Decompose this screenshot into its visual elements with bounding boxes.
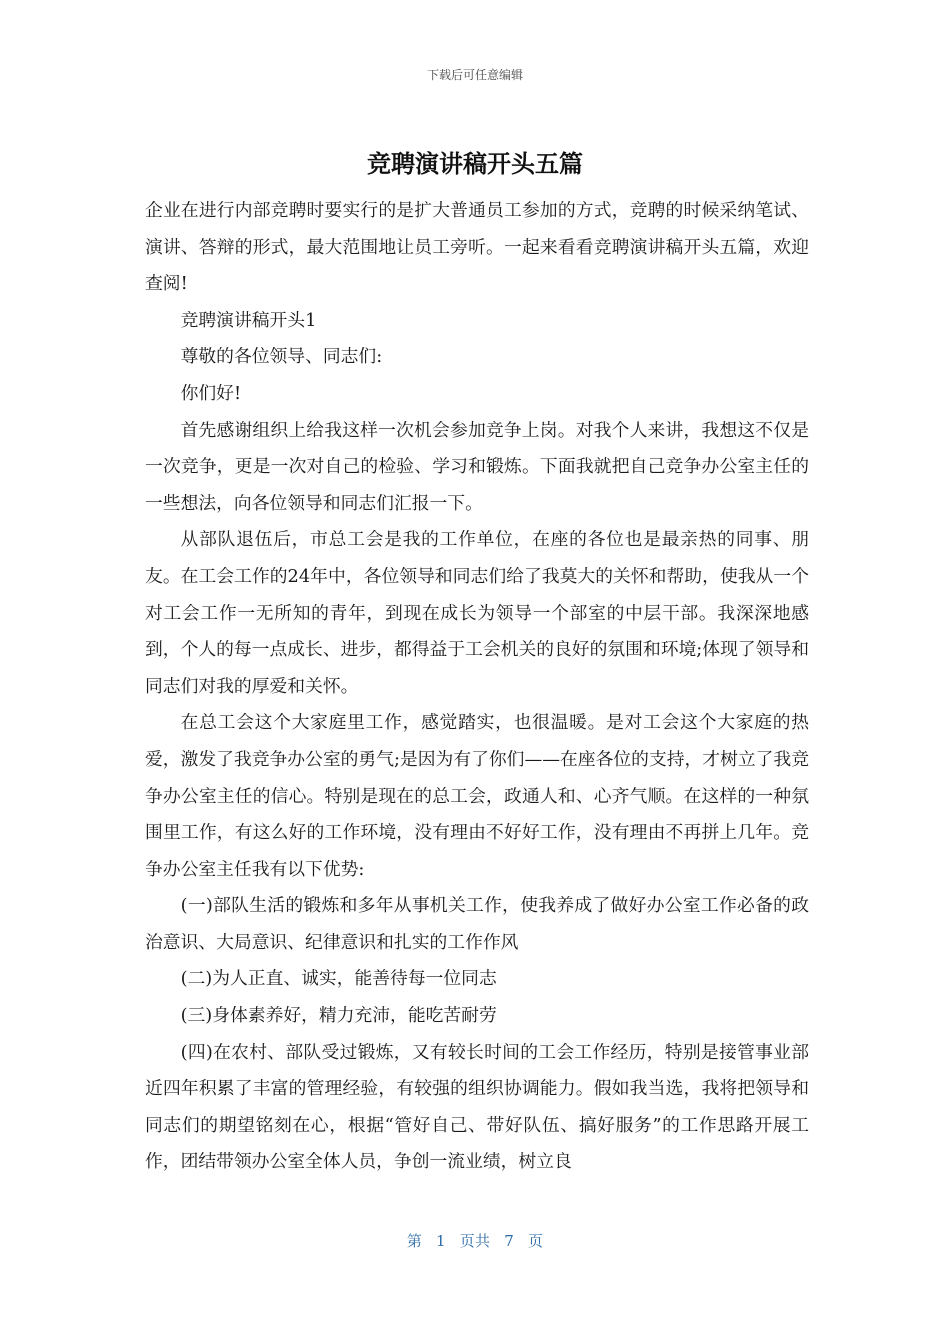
section-heading: 竞聘演讲稿开头1 xyxy=(180,309,317,331)
document-title: 竞聘演讲稿开头五篇 xyxy=(367,150,583,178)
intro-paragraph: 企业在进行内部竞聘时要实行的是扩大普通员工参加的方式，竞聘的时候采纳笔试、演讲、答辩的形式，最大范围地让员工旁听。一起来看看竞聘演讲稿开头五篇，欢迎查阅! xyxy=(145,200,809,295)
advantage-item: (三)身体素养好，精力充沛，能吃苦耐劳 xyxy=(180,1005,497,1027)
advantage-item: (一)部队生活的锻炼和多年从事机关工作，使我养成了做好办公室工作必备的政治意识、大局意识、纪律意识和扎实的工作作风 xyxy=(145,895,809,953)
footer-prefix: 第 xyxy=(406,1232,423,1250)
advantage-item: (二)为人正直、诚实，能善待每一位同志 xyxy=(180,968,497,990)
footer-total-pages: 7 xyxy=(504,1232,514,1250)
document-body xyxy=(145,193,809,1181)
footer-middle: 页共 xyxy=(459,1232,491,1250)
body-paragraph: 在总工会这个大家庭里工作，感觉踏实，也很温暖。是对工会这个大家庭的热爱，激发了我竞争办公室的勇气;是因为有了你们——在座各位的支持，才树立了我竞争办公室主任的信心。特别是现在的总工会，政通人和、心齐气顺。在这样的一种氛围里工作，有这么好的工作环境，没有理由不好好工作，没有理由不再拼上几年。竞争办公室主任我有以下优势: xyxy=(145,712,809,880)
greeting: 你们好! xyxy=(180,382,242,404)
footer-page-number: 1 xyxy=(436,1232,446,1250)
body-paragraph: 首先感谢组织上给我这样一次机会参加竞争上岗。对我个人来讲，我想这不仅是一次竞争，更是一次对自己的检验、学习和锻炼。下面我就把自己竞争办公室主任的一些想法，向各位领导和同志们汇报一下。 xyxy=(145,419,809,514)
page-header-note: 下载后可任意编辑 xyxy=(426,68,523,82)
body-paragraph: 从部队退伍后，市总工会是我的工作单位，在座的各位也是最亲热的同事、朋友。在工会工作的24年中，各位领导和同志们给了我莫大的关怀和帮助，使我从一个对工会工作一无所知的青年，到现在成长为领导一个部室的中层干部。我深深地感到，个人的每一点成长、进步，都得益于工会机关的良好的氛围和环境;体现了领导和同志们对我的厚爱和关怀。 xyxy=(145,529,809,697)
page-footer xyxy=(0,1230,950,1251)
advantage-item: (四)在农村、部队受过锻炼，又有较长时间的工会工作经历，特别是接管事业部近四年积累了丰富的管理经验，有较强的组织协调能力。假如我当选，我将把领导和同志们的期望铭刻在心，根据“管好自己、带好队伍、搞好服务”的工作思路开展工作，团结带领办公室全体人员，争创一流业绩，树立良 xyxy=(145,1041,809,1173)
footer-suffix: 页 xyxy=(527,1232,544,1250)
salutation: 尊敬的各位领导、同志们: xyxy=(180,346,383,368)
